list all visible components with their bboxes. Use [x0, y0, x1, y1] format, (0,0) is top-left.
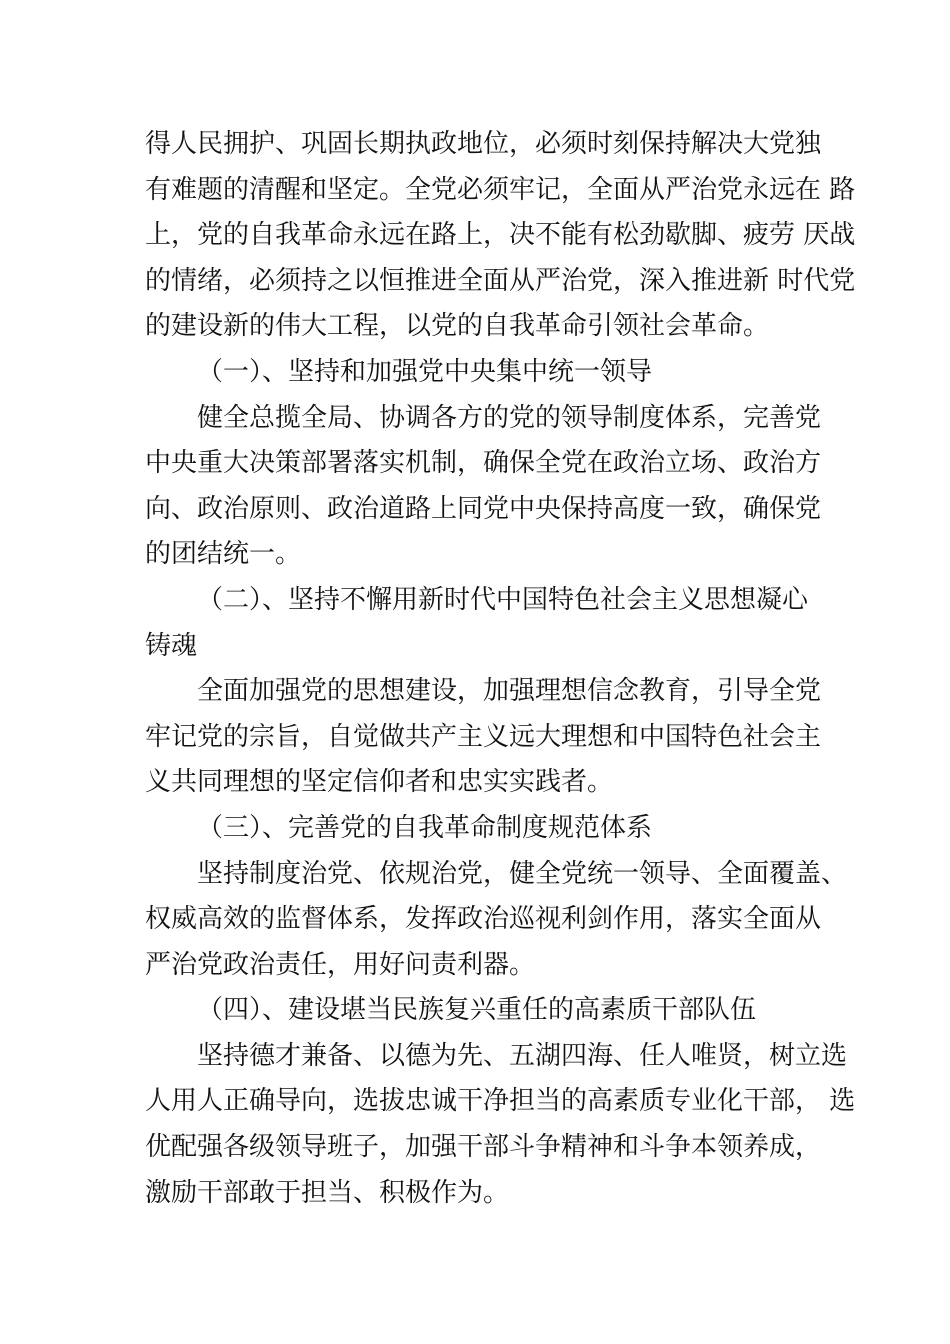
paragraph-line-indented: 健全总揽全局、协调各方的党的领导制度体系，完善党 [197, 402, 822, 433]
paragraph-line: 向、政治原则、政治道路上同党中央保持高度一致，确保党 [145, 493, 822, 524]
paragraph-line-indented: （三）、完善党的自我革命制度规范体系 [197, 812, 653, 843]
document-body [145, 122, 856, 1216]
paragraph-line-indented: 坚持制度治党、依规治党，健全党统一领导、全面覆盖、 [197, 858, 848, 889]
paragraph-line: 优配强各级领导班子，加强干部斗争精神和斗争本领养成， [145, 1132, 822, 1163]
paragraph-line: 的情绪，必须持之以恒推进全面从严治党，深入推进新 时代党 [145, 265, 856, 296]
paragraph-line: 严治党政治责任，用好问责利器。 [145, 949, 536, 980]
paragraph-line: 上，党的自我革命永远在路上，决不能有松劲歇脚、疲劳 厌战 [145, 220, 856, 251]
paragraph-line-indented: 全面加强党的思想建设，加强理想信念教育，引导全党 [197, 676, 822, 707]
paragraph-line: 中央重大决策部署落实机制，确保全党在政治立场、政治方 [145, 448, 822, 479]
paragraph-line: 的建设新的伟大工程，以党的自我革命引领社会革命。 [145, 311, 770, 342]
paragraph-line: 权威高效的监督体系，发挥政治巡视利剑作用，落实全面从 [145, 904, 822, 935]
paragraph-line: 激励干部敢于担当、积极作为。 [145, 1177, 510, 1208]
paragraph-line-indented: 坚持德才兼备、以德为先、五湖四海、任人唯贤，树立选 [197, 1040, 848, 1071]
paragraph-line-indented: （二）、坚持不懈用新时代中国特色社会主义思想凝心 [197, 584, 809, 615]
paragraph-line-indented: （四）、建设堪当民族复兴重任的高素质干部队伍 [197, 995, 757, 1026]
paragraph-line-indented: （一）、坚持和加强党中央集中统一领导 [197, 356, 653, 387]
paragraph-line: 的团结统一。 [145, 539, 302, 570]
paragraph-line: 得人民拥护、巩固长期执政地位，必须时刻保持解决大党独 [145, 129, 822, 159]
paragraph-line: 有难题的清醒和坚定。全党必须牢记，全面从严治党永远在 路 [145, 174, 856, 205]
paragraph-line: 义共同理想的坚定信仰者和忠实实践者。 [145, 767, 614, 798]
paragraph-line: 牢记党的宗旨，自觉做共产主义远大理想和中国特色社会主 [145, 721, 822, 752]
paragraph-line: 人用人正确导向，选拔忠诚干净担当的高素质专业化干部， 选 [145, 1086, 856, 1117]
paragraph-line: 铸魂 [145, 630, 198, 661]
